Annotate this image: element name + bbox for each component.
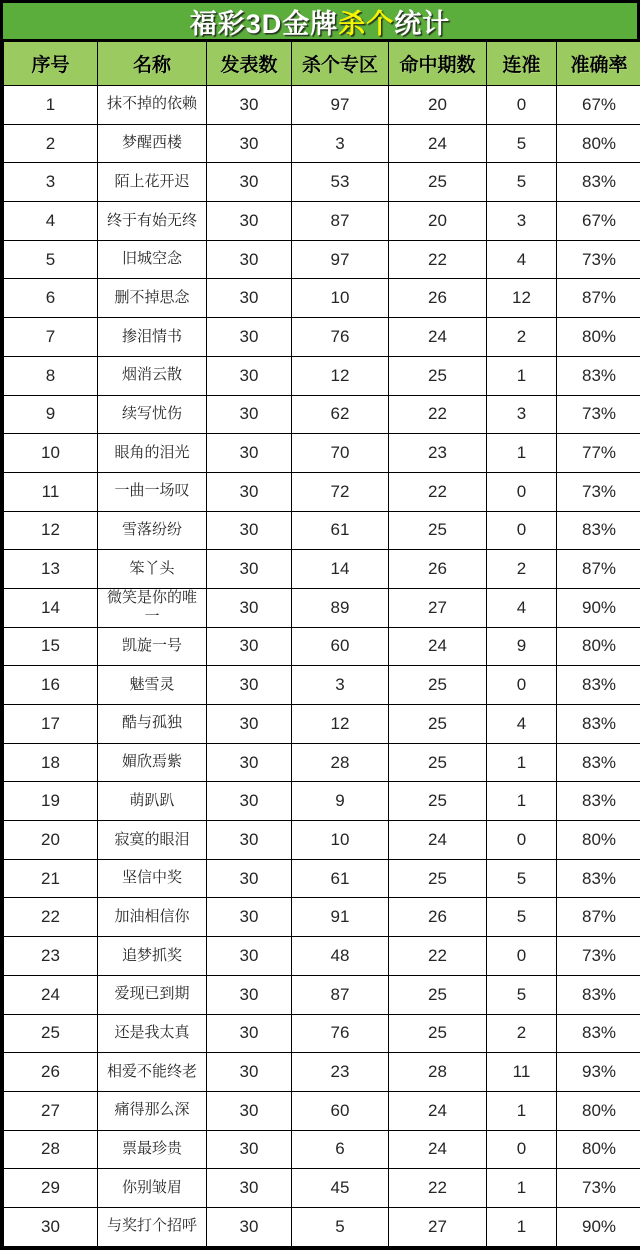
cell-streak: 4 bbox=[487, 705, 557, 744]
cell-seq: 30 bbox=[4, 1207, 98, 1246]
cell-accuracy: 87% bbox=[557, 279, 640, 318]
col-header-seq: 序号 bbox=[4, 42, 98, 86]
cell-seq: 22 bbox=[4, 898, 98, 937]
table-row bbox=[4, 898, 640, 937]
cell-accuracy: 87% bbox=[557, 898, 640, 937]
cell-streak: 1 bbox=[487, 1169, 557, 1208]
table-row bbox=[4, 279, 640, 318]
cell-accuracy: 83% bbox=[557, 511, 640, 550]
cell-kill-zone: 60 bbox=[292, 1091, 389, 1130]
table-row bbox=[4, 1130, 640, 1169]
cell-accuracy: 93% bbox=[557, 1053, 640, 1092]
cell-accuracy: 80% bbox=[557, 627, 640, 666]
cell-name: 加油相信你 bbox=[98, 898, 207, 937]
cell-streak: 1 bbox=[487, 434, 557, 473]
cell-streak: 1 bbox=[487, 356, 557, 395]
cell-kill-zone: 53 bbox=[292, 163, 389, 202]
col-header-hit-periods: 命中期数 bbox=[389, 42, 487, 86]
table-row bbox=[4, 705, 640, 744]
table-row bbox=[4, 163, 640, 202]
cell-seq: 5 bbox=[4, 240, 98, 279]
cell-published: 30 bbox=[207, 859, 292, 898]
cell-streak: 5 bbox=[487, 975, 557, 1014]
table-row bbox=[4, 1014, 640, 1053]
table-row bbox=[4, 859, 640, 898]
cell-hit-periods: 25 bbox=[389, 859, 487, 898]
cell-accuracy: 80% bbox=[557, 318, 640, 357]
table-row bbox=[4, 434, 640, 473]
cell-name: 雪落纷纷 bbox=[98, 511, 207, 550]
cell-kill-zone: 3 bbox=[292, 666, 389, 705]
cell-kill-zone: 5 bbox=[292, 1207, 389, 1246]
cell-streak: 0 bbox=[487, 937, 557, 976]
cell-published: 30 bbox=[207, 1130, 292, 1169]
cell-kill-zone: 10 bbox=[292, 821, 389, 860]
cell-streak: 0 bbox=[487, 472, 557, 511]
cell-kill-zone: 76 bbox=[292, 1014, 389, 1053]
cell-streak: 1 bbox=[487, 743, 557, 782]
stats-table bbox=[3, 41, 640, 1247]
cell-accuracy: 90% bbox=[557, 1207, 640, 1246]
cell-streak: 2 bbox=[487, 1014, 557, 1053]
cell-seq: 27 bbox=[4, 1091, 98, 1130]
cell-kill-zone: 97 bbox=[292, 86, 389, 125]
cell-name: 追梦抓奖 bbox=[98, 937, 207, 976]
cell-kill-zone: 6 bbox=[292, 1130, 389, 1169]
cell-streak: 1 bbox=[487, 1091, 557, 1130]
cell-seq: 8 bbox=[4, 356, 98, 395]
cell-hit-periods: 24 bbox=[389, 124, 487, 163]
cell-streak: 11 bbox=[487, 1053, 557, 1092]
cell-kill-zone: 9 bbox=[292, 782, 389, 821]
table-row bbox=[4, 666, 640, 705]
cell-hit-periods: 20 bbox=[389, 86, 487, 125]
cell-seq: 25 bbox=[4, 1014, 98, 1053]
cell-published: 30 bbox=[207, 550, 292, 589]
cell-streak: 5 bbox=[487, 163, 557, 202]
cell-hit-periods: 24 bbox=[389, 627, 487, 666]
cell-seq: 10 bbox=[4, 434, 98, 473]
cell-name: 一曲一场叹 bbox=[98, 472, 207, 511]
cell-name: 票最珍贵 bbox=[98, 1130, 207, 1169]
table-row bbox=[4, 1169, 640, 1208]
cell-streak: 1 bbox=[487, 1207, 557, 1246]
cell-kill-zone: 87 bbox=[292, 202, 389, 241]
cell-kill-zone: 62 bbox=[292, 395, 389, 434]
table-row bbox=[4, 511, 640, 550]
cell-name: 掺泪情书 bbox=[98, 318, 207, 357]
cell-name: 删不掉思念 bbox=[98, 279, 207, 318]
cell-kill-zone: 12 bbox=[292, 356, 389, 395]
cell-published: 30 bbox=[207, 782, 292, 821]
cell-published: 30 bbox=[207, 937, 292, 976]
cell-hit-periods: 25 bbox=[389, 163, 487, 202]
cell-accuracy: 83% bbox=[557, 356, 640, 395]
table-row bbox=[4, 975, 640, 1014]
cell-seq: 26 bbox=[4, 1053, 98, 1092]
cell-seq: 21 bbox=[4, 859, 98, 898]
cell-kill-zone: 91 bbox=[292, 898, 389, 937]
cell-accuracy: 73% bbox=[557, 937, 640, 976]
cell-hit-periods: 26 bbox=[389, 898, 487, 937]
cell-streak: 5 bbox=[487, 898, 557, 937]
cell-published: 30 bbox=[207, 1207, 292, 1246]
cell-streak: 1 bbox=[487, 782, 557, 821]
cell-kill-zone: 12 bbox=[292, 705, 389, 744]
cell-streak: 2 bbox=[487, 318, 557, 357]
cell-seq: 18 bbox=[4, 743, 98, 782]
cell-kill-zone: 97 bbox=[292, 240, 389, 279]
cell-accuracy: 80% bbox=[557, 1130, 640, 1169]
cell-kill-zone: 61 bbox=[292, 511, 389, 550]
cell-streak: 12 bbox=[487, 279, 557, 318]
cell-accuracy: 83% bbox=[557, 666, 640, 705]
cell-seq: 7 bbox=[4, 318, 98, 357]
cell-hit-periods: 22 bbox=[389, 937, 487, 976]
cell-hit-periods: 22 bbox=[389, 1169, 487, 1208]
cell-name: 你别皱眉 bbox=[98, 1169, 207, 1208]
cell-accuracy: 73% bbox=[557, 395, 640, 434]
cell-published: 30 bbox=[207, 434, 292, 473]
cell-kill-zone: 72 bbox=[292, 472, 389, 511]
cell-name: 爱现已到期 bbox=[98, 975, 207, 1014]
cell-name: 烟消云散 bbox=[98, 356, 207, 395]
cell-accuracy: 73% bbox=[557, 472, 640, 511]
cell-seq: 2 bbox=[4, 124, 98, 163]
cell-published: 30 bbox=[207, 627, 292, 666]
cell-accuracy: 77% bbox=[557, 434, 640, 473]
cell-published: 30 bbox=[207, 202, 292, 241]
cell-kill-zone: 70 bbox=[292, 434, 389, 473]
cell-seq: 17 bbox=[4, 705, 98, 744]
cell-name: 与奖打个招呼 bbox=[98, 1207, 207, 1246]
cell-hit-periods: 24 bbox=[389, 821, 487, 860]
cell-published: 30 bbox=[207, 743, 292, 782]
cell-hit-periods: 22 bbox=[389, 240, 487, 279]
cell-seq: 4 bbox=[4, 202, 98, 241]
cell-hit-periods: 24 bbox=[389, 1130, 487, 1169]
cell-published: 30 bbox=[207, 1053, 292, 1092]
cell-accuracy: 73% bbox=[557, 1169, 640, 1208]
cell-name: 笨丫头 bbox=[98, 550, 207, 589]
cell-name: 媚欣焉紫 bbox=[98, 743, 207, 782]
cell-name: 终于有始无终 bbox=[98, 202, 207, 241]
cell-accuracy: 87% bbox=[557, 550, 640, 589]
cell-published: 30 bbox=[207, 279, 292, 318]
cell-seq: 28 bbox=[4, 1130, 98, 1169]
cell-seq: 11 bbox=[4, 472, 98, 511]
cell-published: 30 bbox=[207, 1091, 292, 1130]
cell-seq: 23 bbox=[4, 937, 98, 976]
cell-streak: 0 bbox=[487, 511, 557, 550]
table-row bbox=[4, 124, 640, 163]
cell-streak: 5 bbox=[487, 124, 557, 163]
cell-hit-periods: 27 bbox=[389, 588, 487, 627]
table-row bbox=[4, 318, 640, 357]
cell-streak: 9 bbox=[487, 627, 557, 666]
table-row bbox=[4, 1053, 640, 1092]
page-title-suffix: 统计 bbox=[394, 2, 450, 41]
cell-accuracy: 73% bbox=[557, 240, 640, 279]
cell-hit-periods: 23 bbox=[389, 434, 487, 473]
cell-hit-periods: 24 bbox=[389, 1091, 487, 1130]
cell-kill-zone: 76 bbox=[292, 318, 389, 357]
cell-hit-periods: 26 bbox=[389, 550, 487, 589]
cell-seq: 3 bbox=[4, 163, 98, 202]
page-title bbox=[3, 3, 637, 41]
table-row bbox=[4, 627, 640, 666]
table-row bbox=[4, 743, 640, 782]
col-header-kill-zone: 杀个专区 bbox=[292, 42, 389, 86]
table-row bbox=[4, 1207, 640, 1246]
cell-accuracy: 83% bbox=[557, 705, 640, 744]
cell-streak: 0 bbox=[487, 86, 557, 125]
cell-hit-periods: 25 bbox=[389, 705, 487, 744]
table-row bbox=[4, 86, 640, 125]
cell-accuracy: 83% bbox=[557, 782, 640, 821]
cell-accuracy: 83% bbox=[557, 163, 640, 202]
cell-seq: 1 bbox=[4, 86, 98, 125]
cell-kill-zone: 14 bbox=[292, 550, 389, 589]
cell-accuracy: 83% bbox=[557, 743, 640, 782]
cell-name: 续写忧伤 bbox=[98, 395, 207, 434]
cell-kill-zone: 48 bbox=[292, 937, 389, 976]
cell-hit-periods: 20 bbox=[389, 202, 487, 241]
cell-streak: 5 bbox=[487, 859, 557, 898]
cell-hit-periods: 28 bbox=[389, 1053, 487, 1092]
cell-name: 萌趴趴 bbox=[98, 782, 207, 821]
cell-hit-periods: 27 bbox=[389, 1207, 487, 1246]
cell-accuracy: 80% bbox=[557, 124, 640, 163]
cell-name: 寂寞的眼泪 bbox=[98, 821, 207, 860]
cell-hit-periods: 25 bbox=[389, 511, 487, 550]
cell-published: 30 bbox=[207, 588, 292, 627]
cell-published: 30 bbox=[207, 1169, 292, 1208]
cell-streak: 0 bbox=[487, 1130, 557, 1169]
cell-streak: 4 bbox=[487, 588, 557, 627]
cell-kill-zone: 60 bbox=[292, 627, 389, 666]
cell-kill-zone: 10 bbox=[292, 279, 389, 318]
cell-kill-zone: 87 bbox=[292, 975, 389, 1014]
cell-published: 30 bbox=[207, 163, 292, 202]
cell-streak: 2 bbox=[487, 550, 557, 589]
cell-seq: 16 bbox=[4, 666, 98, 705]
cell-name: 眼角的泪光 bbox=[98, 434, 207, 473]
cell-hit-periods: 25 bbox=[389, 975, 487, 1014]
cell-accuracy: 80% bbox=[557, 821, 640, 860]
cell-seq: 12 bbox=[4, 511, 98, 550]
cell-published: 30 bbox=[207, 86, 292, 125]
cell-seq: 20 bbox=[4, 821, 98, 860]
cell-published: 30 bbox=[207, 511, 292, 550]
cell-kill-zone: 89 bbox=[292, 588, 389, 627]
cell-published: 30 bbox=[207, 1014, 292, 1053]
table-row bbox=[4, 395, 640, 434]
cell-seq: 24 bbox=[4, 975, 98, 1014]
cell-seq: 19 bbox=[4, 782, 98, 821]
cell-name: 酷与孤独 bbox=[98, 705, 207, 744]
cell-published: 30 bbox=[207, 240, 292, 279]
col-header-streak: 连准 bbox=[487, 42, 557, 86]
cell-hit-periods: 26 bbox=[389, 279, 487, 318]
cell-accuracy: 90% bbox=[557, 588, 640, 627]
table-row bbox=[4, 356, 640, 395]
cell-name: 痛得那么深 bbox=[98, 1091, 207, 1130]
cell-name: 抹不掉的依赖 bbox=[98, 86, 207, 125]
cell-streak: 4 bbox=[487, 240, 557, 279]
table-row bbox=[4, 821, 640, 860]
cell-hit-periods: 25 bbox=[389, 1014, 487, 1053]
cell-hit-periods: 22 bbox=[389, 472, 487, 511]
cell-hit-periods: 25 bbox=[389, 356, 487, 395]
cell-name: 还是我太真 bbox=[98, 1014, 207, 1053]
cell-name: 凯旋一号 bbox=[98, 627, 207, 666]
cell-seq: 6 bbox=[4, 279, 98, 318]
table-row bbox=[4, 588, 640, 627]
col-header-name: 名称 bbox=[98, 42, 207, 86]
cell-accuracy: 67% bbox=[557, 202, 640, 241]
table-row bbox=[4, 937, 640, 976]
cell-hit-periods: 25 bbox=[389, 743, 487, 782]
cell-kill-zone: 3 bbox=[292, 124, 389, 163]
cell-published: 30 bbox=[207, 124, 292, 163]
cell-hit-periods: 25 bbox=[389, 782, 487, 821]
cell-published: 30 bbox=[207, 318, 292, 357]
table-row bbox=[4, 1091, 640, 1130]
cell-seq: 14 bbox=[4, 588, 98, 627]
cell-seq: 29 bbox=[4, 1169, 98, 1208]
cell-name: 梦醒西楼 bbox=[98, 124, 207, 163]
cell-accuracy: 80% bbox=[557, 1091, 640, 1130]
cell-published: 30 bbox=[207, 356, 292, 395]
table-row bbox=[4, 240, 640, 279]
cell-published: 30 bbox=[207, 472, 292, 511]
cell-hit-periods: 22 bbox=[389, 395, 487, 434]
table-row bbox=[4, 782, 640, 821]
cell-published: 30 bbox=[207, 821, 292, 860]
cell-published: 30 bbox=[207, 395, 292, 434]
cell-name: 陌上花开迟 bbox=[98, 163, 207, 202]
cell-accuracy: 83% bbox=[557, 1014, 640, 1053]
cell-hit-periods: 25 bbox=[389, 666, 487, 705]
cell-kill-zone: 23 bbox=[292, 1053, 389, 1092]
table-row bbox=[4, 202, 640, 241]
cell-accuracy: 67% bbox=[557, 86, 640, 125]
cell-seq: 9 bbox=[4, 395, 98, 434]
cell-streak: 3 bbox=[487, 395, 557, 434]
table-row bbox=[4, 472, 640, 511]
cell-published: 30 bbox=[207, 705, 292, 744]
cell-streak: 0 bbox=[487, 666, 557, 705]
cell-kill-zone: 61 bbox=[292, 859, 389, 898]
table-row bbox=[4, 550, 640, 589]
header-row bbox=[4, 42, 640, 86]
cell-published: 30 bbox=[207, 666, 292, 705]
cell-published: 30 bbox=[207, 975, 292, 1014]
cell-name: 坚信中奖 bbox=[98, 859, 207, 898]
cell-kill-zone: 45 bbox=[292, 1169, 389, 1208]
cell-seq: 15 bbox=[4, 627, 98, 666]
page-title-highlight: 杀个 bbox=[338, 2, 394, 41]
cell-kill-zone: 28 bbox=[292, 743, 389, 782]
cell-name: 魅雪灵 bbox=[98, 666, 207, 705]
cell-streak: 3 bbox=[487, 202, 557, 241]
cell-streak: 0 bbox=[487, 821, 557, 860]
page-title-prefix: 福彩3D金牌 bbox=[190, 2, 339, 41]
cell-accuracy: 83% bbox=[557, 975, 640, 1014]
cell-name: 微笑是你的唯一 bbox=[98, 588, 207, 627]
cell-name: 相爱不能终老 bbox=[98, 1053, 207, 1092]
cell-hit-periods: 24 bbox=[389, 318, 487, 357]
cell-name: 旧城空念 bbox=[98, 240, 207, 279]
col-header-accuracy: 准确率 bbox=[557, 42, 640, 86]
cell-accuracy: 83% bbox=[557, 859, 640, 898]
cell-published: 30 bbox=[207, 898, 292, 937]
col-header-published: 发表数 bbox=[207, 42, 292, 86]
cell-seq: 13 bbox=[4, 550, 98, 589]
